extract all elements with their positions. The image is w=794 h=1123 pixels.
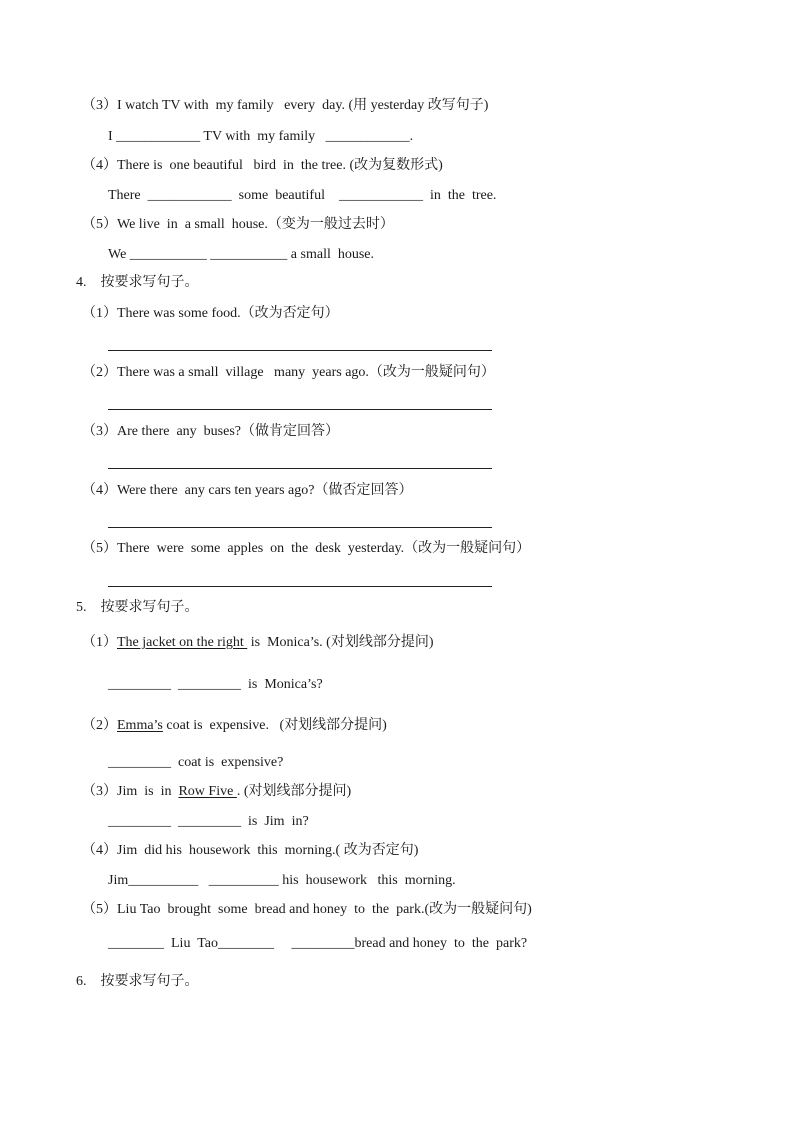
s3-q3-answer-line: I ____________ TV with my family ____________.: [108, 129, 414, 144]
s4-q3-answer-line: [108, 468, 492, 469]
s5-q3-underlined-part: Row Five: [178, 784, 237, 799]
s5-q2-answer-line: _________ coat is expensive?: [108, 755, 284, 770]
s3-q4-answer-line: There ____________ some beautiful ____________ in the tree.: [108, 188, 497, 203]
s4-q1-prompt: （1）There was some food.（改为否定句）: [82, 306, 339, 321]
s5-q4-answer-line: Jim__________ __________ his housework this morning.: [108, 873, 456, 888]
s5-q1-rest: is Monica’s. (对划线部分提问): [247, 635, 434, 650]
s5-q5-answer-line: ________ Liu Tao________ _________bread and honey to the park?: [108, 936, 528, 951]
section-4-heading: 4. 按要求写句子。: [76, 275, 199, 290]
s4-q3-prompt: （3）Are there any buses?（做肯定回答）: [82, 424, 340, 439]
s4-q4-prompt: （4）Were there any cars ten years ago?（做否定回答）: [82, 483, 413, 498]
s5-q2-underlined-part: Emma’s: [117, 718, 163, 733]
s5-q3-answer-line: _________ _________ is Jim in?: [108, 814, 309, 829]
section-5-heading: 5. 按要求写句子。: [76, 600, 199, 615]
s5-q5-prompt: （5）Liu Tao brought some bread and honey to the park.(改为一般疑问句): [82, 902, 532, 917]
s3-q3-prompt: （3）I watch TV with my family every day. (用 yesterday 改写句子): [82, 98, 489, 113]
s5-q3-rest: . (对划线部分提问): [236, 784, 352, 799]
s5-q3-prefix: （3）Jim is in: [82, 784, 179, 799]
s4-q4-answer-line: [108, 527, 492, 528]
s5-q2-rest: coat is expensive. (对划线部分提问): [162, 718, 387, 733]
s4-q5-answer-line: [108, 586, 492, 587]
s5-q1-prompt: [82, 634, 434, 652]
s3-q5-prompt: （5）We live in a small house.（变为一般过去时）: [82, 217, 394, 232]
s4-q2-answer-line: [108, 409, 492, 410]
s4-q1-answer-line: [108, 350, 492, 351]
s5-q2-prompt: [82, 717, 387, 735]
s5-q2-prefix: （2）: [82, 718, 117, 733]
section-6-heading: 6. 按要求写句子。: [76, 974, 199, 989]
s5-q1-answer-line: _________ _________ is Monica’s?: [108, 677, 323, 692]
s3-q5-answer-line: We ___________ ___________ a small house.: [108, 247, 375, 262]
s5-q3-prompt: [82, 783, 351, 801]
s3-q4-prompt: （4）There is one beautiful bird in the tree. (改为复数形式): [82, 158, 443, 173]
s5-q4-prompt: （4）Jim did his housework this morning.( 改为否定句): [82, 843, 419, 858]
s4-q2-prompt: （2）There was a small village many years ago.（改为一般疑问句）: [82, 365, 495, 380]
s5-q1-prefix: （1）: [82, 635, 117, 650]
s5-q1-underlined-part: The jacket on the right: [117, 635, 248, 650]
s4-q5-prompt: （5）There were some apples on the desk yesterday.（改为一般疑问句）: [82, 541, 531, 556]
